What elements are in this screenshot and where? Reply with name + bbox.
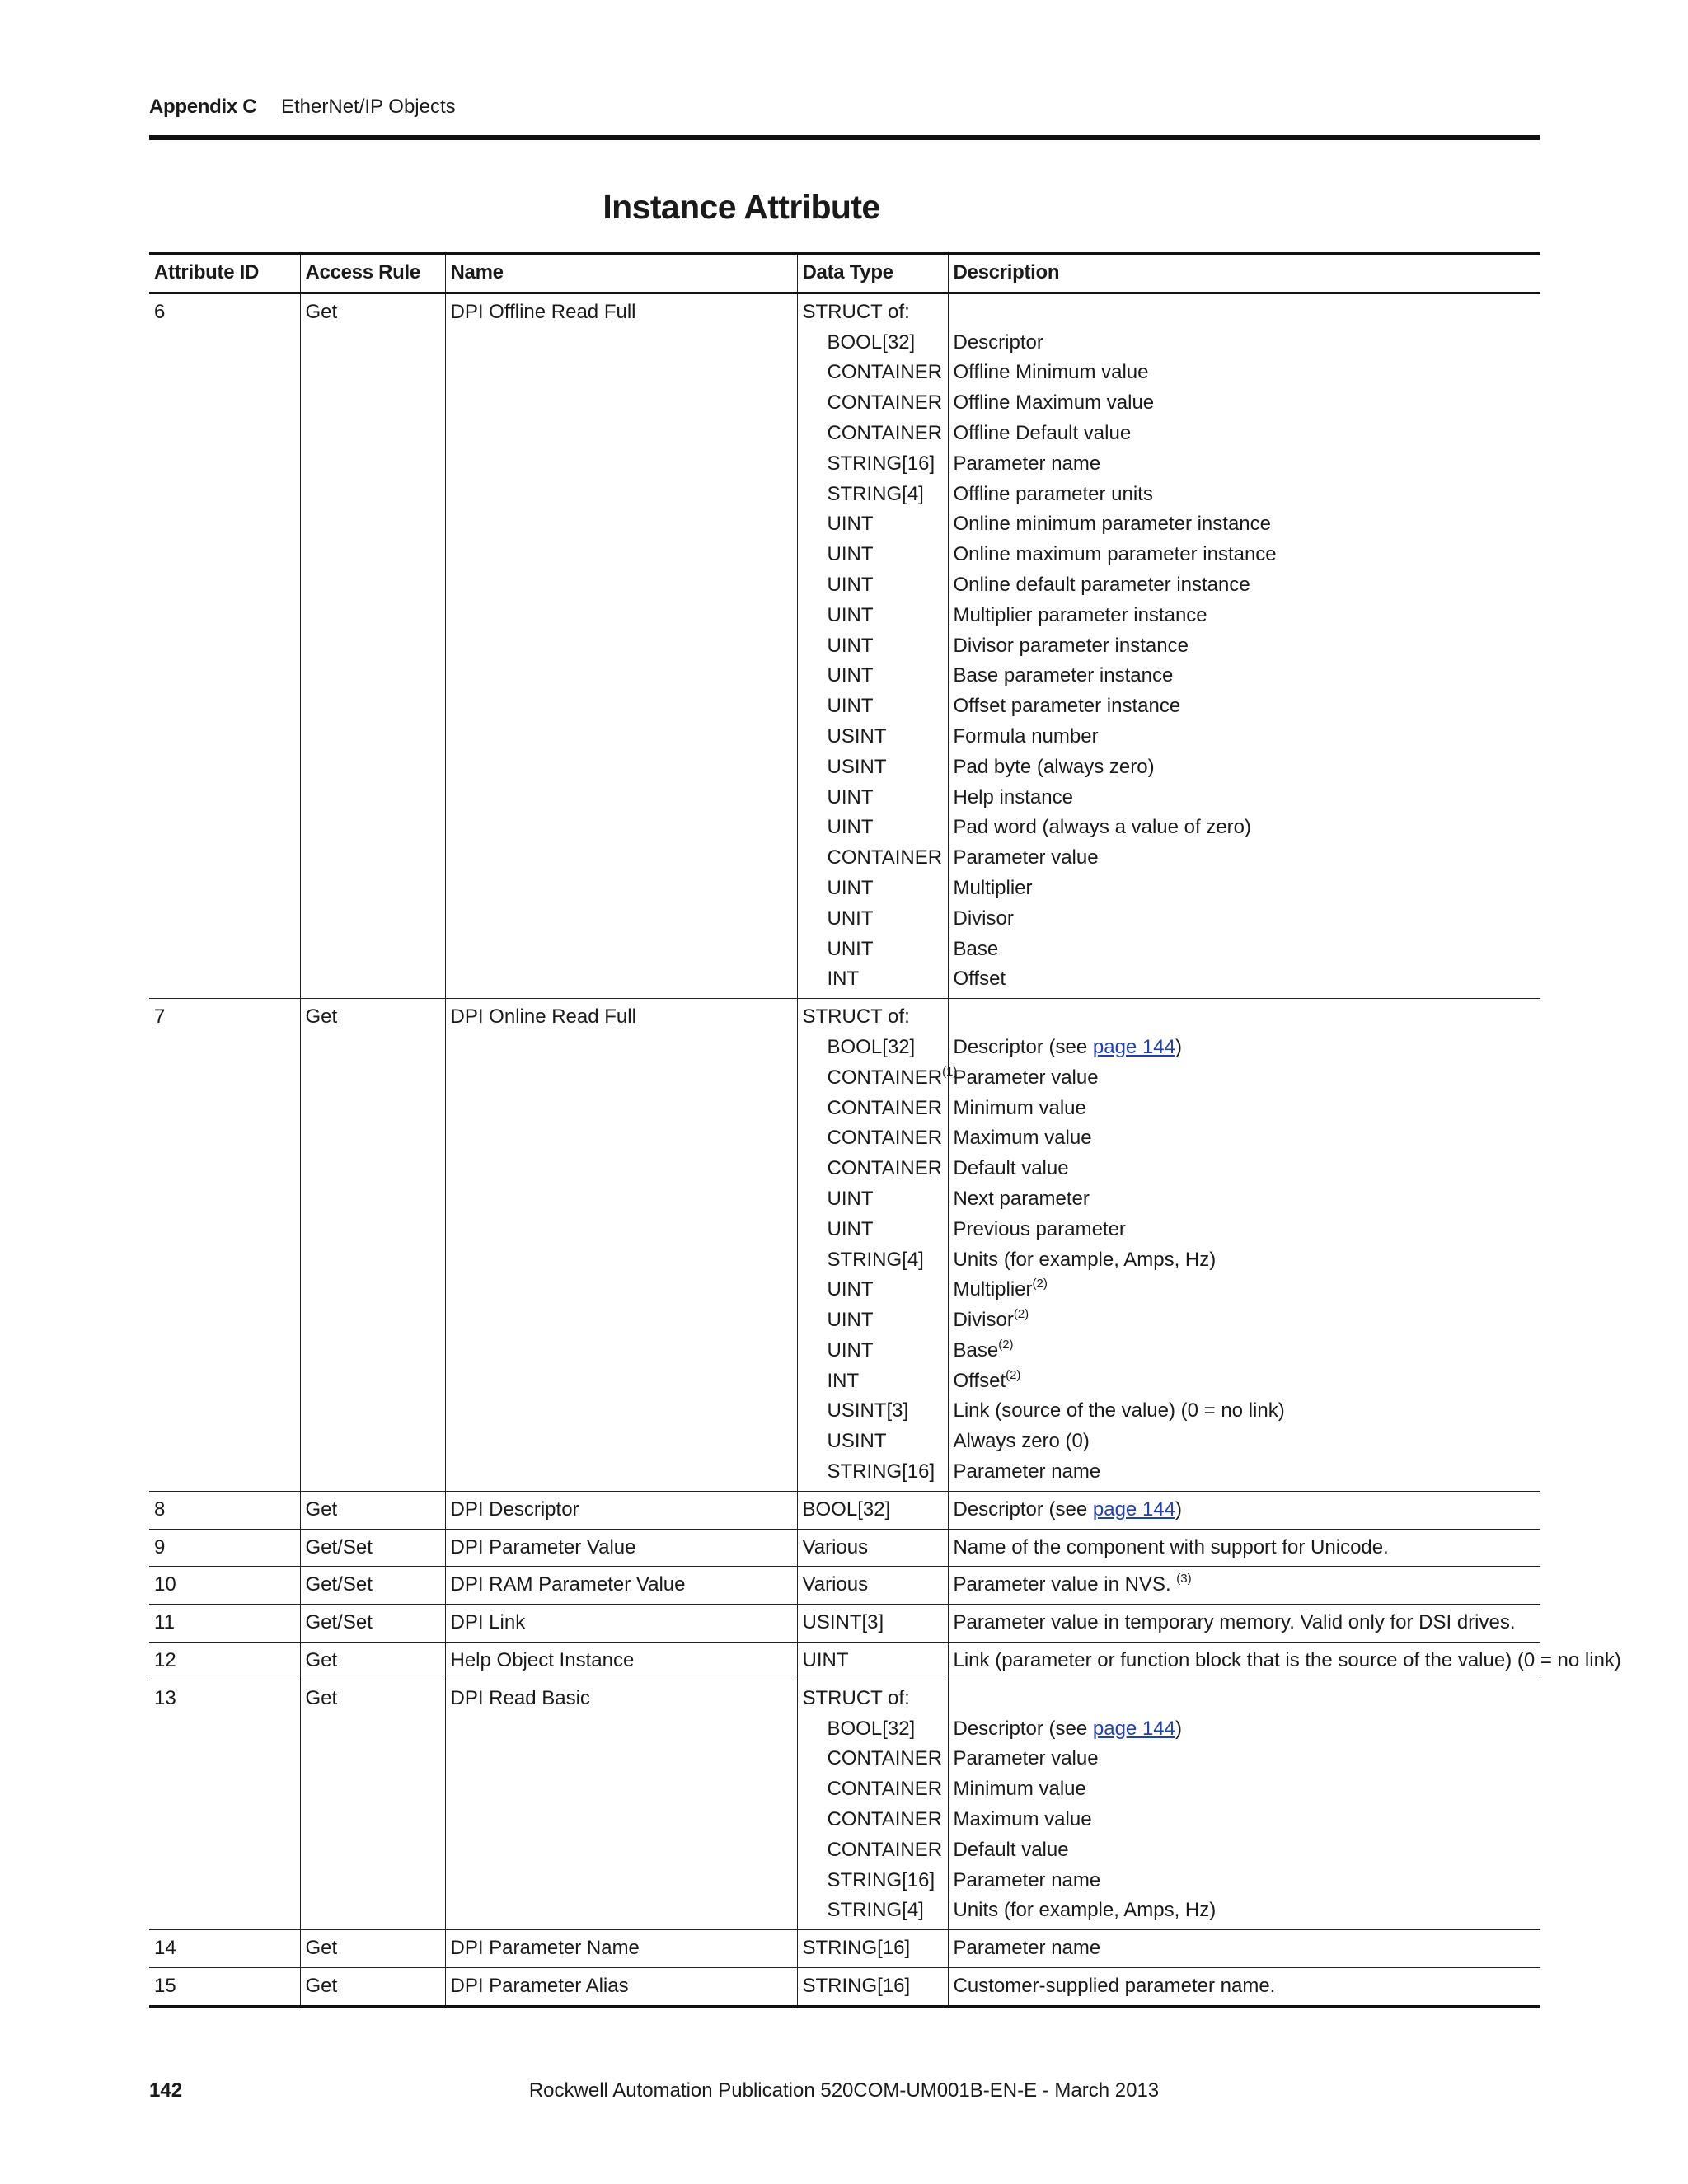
member-type [803,601,943,631]
page-header [149,91,1540,140]
cell-description [948,1567,1540,1605]
page-link[interactable]: page 144 [1092,1497,1175,1521]
member-type-text: CONTAINER [827,421,943,444]
cell-data-type [797,1680,948,1929]
cell-attribute-id: 11 [154,1611,175,1634]
member-type-text: UINT [827,573,874,596]
member-type-text: STRING[4] [827,482,924,505]
struct-label: STRUCT of: [802,300,910,323]
description-line [954,1396,1536,1427]
description-text-end: ) [1175,1717,1182,1740]
cell-description [948,1930,1540,1968]
table-row [149,1491,1540,1529]
member-type-text: Various [802,1573,869,1596]
description-line [954,691,1536,722]
description-line [954,843,1536,874]
cell-name: DPI RAM Parameter Value [445,1567,797,1605]
cell-data-type [797,1930,948,1968]
description-text: Parameter name [953,452,1101,475]
description-line [954,1971,1536,2002]
cell-attribute-id: 9 [154,1535,166,1558]
cell-access-rule: Get [300,1968,445,2007]
member-type [803,1427,943,1457]
member-type-text: CONTAINER [827,1838,943,1861]
member-type-text: UINT [827,1309,874,1332]
publication-info: Rockwell Automation Publication 520COM-UM001B-EN-E - March 2013 [528,2079,1160,2102]
column-header-data-type: Data Type [797,254,948,293]
member-type [803,813,943,843]
member-type-text: USINT [827,1430,887,1453]
member-type [803,631,943,662]
cell-name: DPI Parameter Name [445,1930,797,1968]
cell-data-type [797,1567,948,1605]
appendix-label: Appendix C [149,96,257,118]
cell-data-type [797,293,948,998]
description-text: Name of the component with support for Unicode. [953,1535,1389,1558]
member-type-text: INT [827,968,860,991]
cell-description [948,1529,1540,1567]
description-text: Parameter name [953,1460,1101,1483]
member-type-text: STRING[16] [827,452,935,475]
description-text: Pad word (always a value of zero) [953,816,1251,839]
description-line [954,813,1536,843]
description-text: Formula number [953,724,1099,748]
cell-attribute-id: 13 [154,1686,176,1709]
member-type-text: BOOL[32] [827,330,916,354]
column-header-name: Name [445,254,797,293]
description-line [954,1245,1536,1276]
member-type-text: UINT [802,1649,849,1672]
table-row [149,1643,1540,1680]
description-line [954,1835,1536,1866]
cell-description [948,1968,1540,2007]
member-type [803,783,943,813]
description-text: Online maximum parameter instance [953,543,1277,566]
description-text-end: ) [1175,1035,1182,1058]
member-type [803,480,943,510]
member-type [803,1457,943,1488]
description-text: Divisor parameter instance [953,634,1189,657]
cell-access-rule: Get [300,1680,445,1929]
member-type-text: UINT [827,695,874,718]
description-line [954,1123,1536,1154]
member-type-text: CONTAINER [827,846,943,869]
column-header-attribute-id: Attribute ID [154,261,260,284]
cell-data-type [797,1605,948,1643]
cell-description [948,999,1540,1492]
description-line [954,631,1536,662]
description-line [954,328,1536,359]
description-text: Parameter name [953,1937,1101,1960]
cell-description [948,1491,1540,1529]
description-text: Maximum value [953,1808,1092,1831]
member-type-text: BOOL[32] [802,1497,891,1521]
description-line [954,1744,1536,1774]
table-row [149,1968,1540,2007]
member-type [803,1396,943,1427]
description-text: Offline Minimum value [953,361,1149,384]
description-text: Descriptor [953,330,1043,354]
struct-label: STRUCT of: [802,1005,910,1029]
description-line [954,1215,1536,1245]
description-text: Link (parameter or function block that is the source of the value) (0 = no link) [953,1649,1621,1672]
footnote-ref: (2) [1013,1307,1029,1322]
member-type-text: CONTAINER [827,1747,943,1770]
column-header-description: Description [948,254,1540,293]
member-type-text: UINT [827,603,874,626]
description-text: Always zero (0) [953,1430,1090,1453]
member-type-text: CONTAINER [827,1157,943,1180]
description-text: Online minimum parameter instance [953,513,1271,536]
description-line [954,964,1536,995]
member-type [803,1094,943,1124]
cell-description [948,293,1540,998]
description-text: Parameter value [953,1747,1099,1770]
member-type [803,509,943,540]
page-number: 142 [149,2079,183,2102]
member-type-text: STRING[16] [827,1460,935,1483]
description-text: Divisor [953,1309,1014,1332]
description-text: Parameter value in temporary memory. Valid only for DSI drives. [953,1611,1516,1634]
description-text: Minimum value [953,1096,1086,1119]
member-type [803,1275,943,1305]
member-type-text: USINT[3] [827,1399,909,1422]
cell-access-rule: Get [300,293,445,998]
member-type [803,935,943,965]
description-line [954,1305,1536,1336]
member-type [803,1245,943,1276]
cell-attribute-id: 8 [154,1497,166,1521]
description-line [954,1094,1536,1124]
description-text: Offset [953,1369,1006,1392]
member-type-text: UINT [827,1338,874,1361]
member-type [803,449,943,480]
cell-description [948,1680,1540,1929]
member-type-text: STRING[4] [827,1899,924,1922]
description-text: Parameter value [953,846,1099,869]
cell-access-rule: Get [300,1643,445,1680]
description-line [954,1608,1536,1638]
description-line [954,480,1536,510]
description-text: Help instance [953,785,1073,808]
description-text: Minimum value [953,1778,1086,1801]
description-text: Offset parameter instance [953,695,1181,718]
description-text: Units (for example, Amps, Hz) [953,1899,1217,1922]
member-type [803,1033,943,1063]
member-type [803,1744,943,1774]
member-type [803,1366,943,1397]
member-type [803,904,943,935]
description-line [954,935,1536,965]
description-line [953,1646,1621,1676]
member-type-text: UINT [827,513,874,536]
member-type-text: UINT [827,816,874,839]
description-line [954,1684,1536,1714]
description-text: Base [953,937,999,960]
member-type-text: UINT [827,1278,874,1301]
table-row [149,1930,1540,1968]
description-text: Multiplier [953,876,1033,899]
cell-name: DPI Link [445,1605,797,1643]
member-type-text: UINT [827,634,874,657]
description-text: Pad byte (always zero) [953,755,1155,778]
description-line [954,1933,1536,1964]
description-text: Previous parameter [953,1217,1126,1240]
cell-access-rule: Get [300,999,445,1492]
member-type-text: UINT [827,785,874,808]
description-text: Multiplier parameter instance [953,603,1207,626]
description-line [954,1063,1536,1094]
description-text: Offline Default value [953,421,1132,444]
cell-attribute-id: 14 [154,1937,176,1960]
cell-data-type [797,1968,948,2007]
description-text: Parameter value in NVS. [953,1573,1177,1596]
table-row [149,1529,1540,1567]
member-type-text: UINT [827,543,874,566]
cell-data-type [797,1529,948,1567]
member-type-text: UINT [827,664,874,687]
member-type [803,419,943,449]
cell-data-type [797,1491,948,1529]
description-line [954,874,1536,904]
column-header-access-rule: Access Rule [300,254,445,293]
member-type-text: UINT [827,876,874,899]
description-line [954,358,1536,388]
table-body [149,293,1621,2006]
description-text: Offline Maximum value [953,391,1155,415]
member-type-text: CONTAINER [827,1066,943,1089]
member-type [803,1714,943,1745]
footnote-ref: (1) [942,1064,958,1079]
member-type [803,1896,943,1926]
description-line [954,1336,1536,1366]
footnote-ref: (2) [1006,1367,1021,1382]
member-type [803,388,943,419]
member-type [803,1123,943,1154]
member-type [803,661,943,691]
description-text: Default value [953,1157,1069,1180]
member-type-text: UNIT [827,937,874,960]
member-type [803,540,943,570]
member-type-text: CONTAINER [827,1778,943,1801]
member-type-text: BOOL[32] [827,1035,916,1058]
description-text: Units (for example, Amps, Hz) [953,1248,1217,1271]
cell-description [948,1643,1621,1680]
member-type-text: CONTAINER [827,361,943,384]
description-text: Divisor [953,907,1014,930]
description-line [954,1366,1536,1397]
member-type [803,752,943,783]
member-type-text: UNIT [827,907,874,930]
description-line [954,601,1536,631]
description-line [954,1002,1536,1033]
member-type [803,1805,943,1835]
description-text: Customer-supplied parameter name. [953,1975,1276,1998]
description-line [954,509,1536,540]
member-type [803,1305,943,1336]
footnote-ref: (2) [998,1337,1014,1352]
cell-access-rule: Get/Set [300,1529,445,1567]
member-type-text: STRING[16] [827,1868,935,1891]
member-type [803,843,943,874]
description-line [954,1866,1536,1896]
member-type [803,1336,943,1366]
description-text: Descriptor (see [953,1035,1093,1058]
description-line [954,570,1536,601]
description-line [954,1275,1536,1305]
description-line [954,1033,1536,1063]
member-type [803,1774,943,1805]
member-type [803,1154,943,1184]
description-line [954,419,1536,449]
description-text: Descriptor (see [953,1717,1093,1740]
description-text: Offset [953,968,1006,991]
description-text: Base [953,1338,999,1361]
cell-name: DPI Read Basic [445,1680,797,1929]
description-line [954,540,1536,570]
member-type-text: CONTAINER [827,1808,943,1831]
cell-attribute-id: 15 [154,1975,176,1998]
description-text: Next parameter [953,1187,1090,1210]
member-type [803,1063,958,1094]
description-text: Offline parameter units [953,482,1153,505]
description-text-end: ) [1175,1497,1182,1521]
description-text: Parameter value [953,1066,1099,1089]
member-type-text: BOOL[32] [827,1717,916,1740]
description-line [954,298,1536,328]
cell-description [948,1605,1540,1643]
member-type-text: CONTAINER [827,1096,943,1119]
description-line [954,388,1536,419]
member-type [803,570,943,601]
description-line [954,1774,1536,1805]
member-type-text: CONTAINER [827,1127,943,1150]
description-text: Online default parameter instance [953,573,1250,596]
description-line [954,1805,1536,1835]
description-text: Parameter name [953,1868,1101,1891]
cell-attribute-id: 12 [154,1649,176,1672]
description-line [954,1495,1536,1526]
description-text: Descriptor (see [953,1497,1093,1521]
member-type [803,964,943,995]
description-line [954,1896,1536,1926]
member-type [803,1866,943,1896]
description-line [954,1184,1536,1215]
description-line [954,1427,1536,1457]
footnote-ref: (3) [1176,1572,1192,1586]
member-type-text: STRING[16] [802,1937,911,1960]
member-type [803,1215,943,1245]
description-line [954,1457,1536,1488]
footnote-ref: (2) [1032,1277,1048,1291]
cell-name: Help Object Instance [445,1643,797,1680]
table-row [149,1680,1540,1929]
struct-label: STRUCT of: [802,1686,910,1709]
member-type [803,1184,943,1215]
cell-attribute-id: 7 [154,1005,166,1029]
cell-access-rule: Get [300,1491,445,1529]
description-text: Default value [953,1838,1069,1861]
cell-attribute-id: 6 [154,300,166,323]
member-type-text: CONTAINER [827,391,943,415]
member-type-text: Various [802,1535,869,1558]
member-type [803,328,943,359]
description-line [954,1714,1536,1745]
cell-data-type [797,999,958,1492]
page-link[interactable]: page 144 [1092,1717,1175,1740]
member-type [803,691,943,722]
cell-name: DPI Offline Read Full [445,293,797,998]
cell-name: DPI Online Read Full [445,999,797,1492]
description-line [954,1533,1536,1563]
description-line [954,722,1536,752]
member-type-text: INT [827,1369,860,1392]
instance-attribute-table [149,252,1621,2008]
table-row [149,1605,1540,1643]
member-type-text: UINT [827,1187,874,1210]
description-line [954,661,1536,691]
description-line [954,1570,1536,1601]
description-text: Base parameter instance [953,664,1174,687]
member-type [803,874,943,904]
table-row [149,1567,1540,1605]
description-line [954,783,1536,813]
member-type [803,358,943,388]
chapter-title: EtherNet/IP Objects [281,96,456,118]
cell-access-rule: Get/Set [300,1567,445,1605]
description-line [954,904,1536,935]
table-row [149,293,1540,998]
cell-name: DPI Parameter Value [445,1529,797,1567]
table-row [149,999,1540,1492]
description-text: Link (source of the value) (0 = no link) [953,1399,1285,1422]
member-type-text: USINT [827,755,887,778]
cell-access-rule: Get [300,1930,445,1968]
member-type-text: STRING[16] [802,1975,911,1998]
cell-name: DPI Parameter Alias [445,1968,797,2007]
cell-attribute-id: 10 [154,1573,176,1596]
member-type [803,722,943,752]
member-type-text: USINT[3] [802,1611,884,1634]
member-type-text: USINT [827,724,887,748]
description-text: Maximum value [953,1127,1092,1150]
cell-data-type [797,1643,948,1680]
member-type [803,1835,943,1866]
description-line [954,449,1536,480]
member-type-text: UINT [827,1217,874,1240]
description-text: Multiplier [953,1278,1033,1301]
description-line [954,752,1536,783]
page-link[interactable]: page 144 [1092,1035,1175,1058]
description-line [954,1154,1536,1184]
cell-name: DPI Descriptor [445,1491,797,1529]
table-header [149,254,1540,293]
table-title: Instance Attribute [603,188,880,226]
member-type-text: STRING[4] [827,1248,924,1271]
cell-access-rule: Get/Set [300,1605,445,1643]
